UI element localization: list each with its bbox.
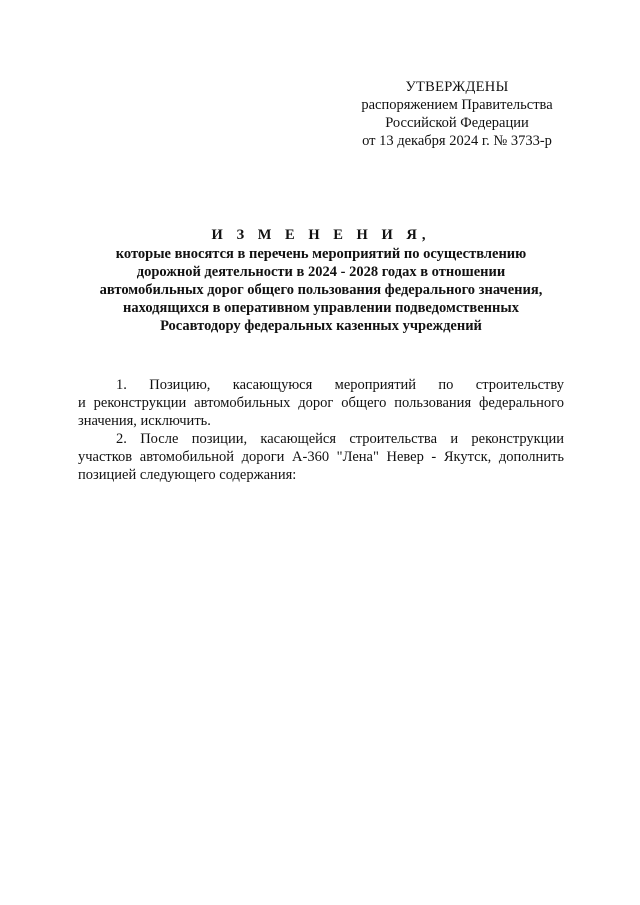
title-subtitle-line: автомобильных дорог общего пользования федерального значения, (99, 282, 543, 298)
paragraph-line: позицией следующего содержания: (78, 467, 297, 483)
approval-heading: УТВЕРЖДЕНЫ (405, 79, 509, 95)
approval-stamp (350, 78, 564, 150)
approval-authority: распоряжением Правительства (361, 97, 553, 113)
document-body (78, 376, 564, 484)
paragraph-line: значения, исключить. (78, 413, 211, 429)
title-main: И З М Е Н Е Н И Я, (211, 227, 431, 243)
title-subtitle-line: Росавтодору федеральных казенных учреждений (160, 318, 482, 334)
title-subtitle-line: находящихся в оперативном управлении подведомственных (123, 300, 519, 316)
approval-authority-country: Российской Федерации (385, 115, 529, 131)
paragraph-line: 2. После позиции, касающейся строительства и реконструкции (116, 431, 564, 447)
paragraph-line: участков автомобильной дороги А-360 "Лена" Невер - Якутск, дополнить (78, 449, 564, 465)
approval-date-number: от 13 декабря 2024 г. № 3733-р (362, 133, 552, 149)
paragraph-line: и реконструкции автомобильных дорог общего пользования федерального (78, 395, 564, 411)
document-title (78, 226, 564, 335)
paragraph-line: 1. Позицию, касающуюся мероприятий по строительству (116, 377, 564, 393)
paragraph-item-1 (78, 376, 564, 430)
paragraph-item-2 (78, 430, 564, 484)
title-subtitle-line: которые вносятся в перечень мероприятий по осуществлению (115, 246, 527, 262)
title-subtitle-line: дорожной деятельности в 2024 - 2028 годах в отношении (136, 264, 506, 280)
